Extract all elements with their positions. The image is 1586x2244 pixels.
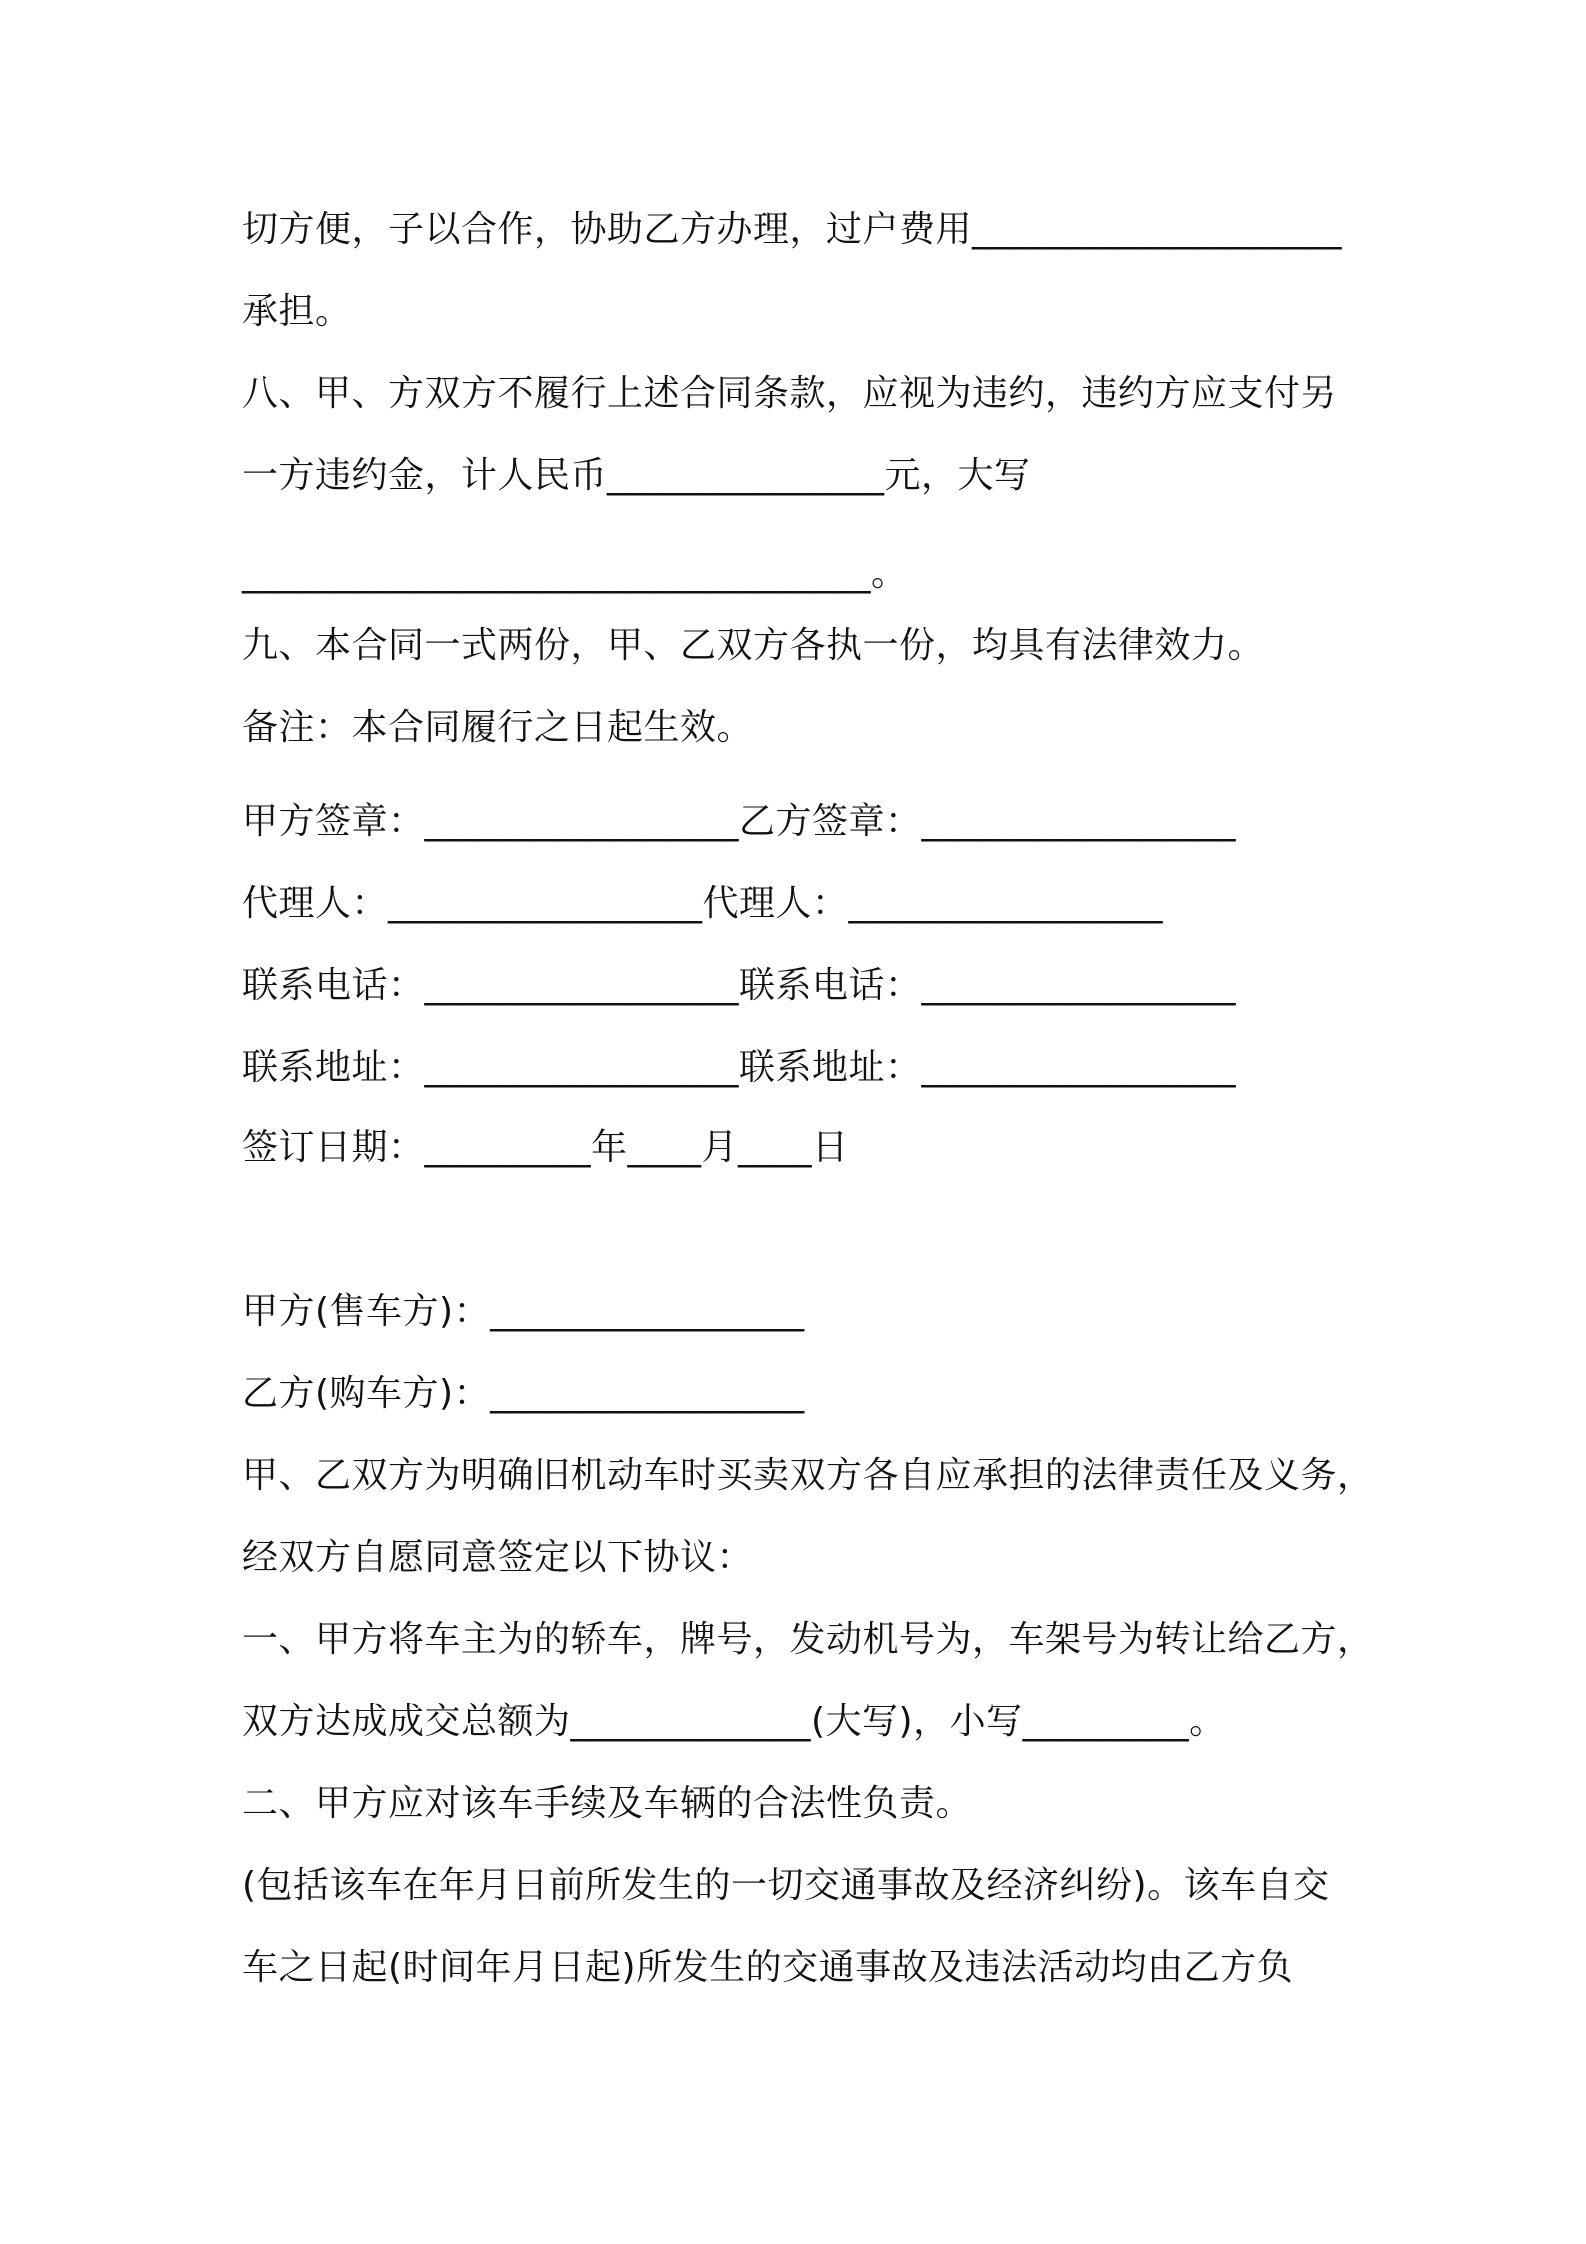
buyer-line: 乙方(购车方)：_________________ (242, 1373, 805, 1414)
text-line-2: 承担。 (242, 291, 352, 332)
text-line-6: 九、本合同一式两份，甲、乙双方各执一份，均具有法律效力。 (242, 625, 1265, 666)
seller-line: 甲方(售车方)：_________________ (242, 1291, 805, 1332)
text-line-5: __________________________________。 (242, 553, 908, 594)
signature-line-3: 联系电话：_________________联系电话：_________________ (242, 965, 1237, 1006)
date-line: 签订日期：_________年____月____日 (242, 1127, 849, 1168)
text-line-7: 备注：本合同履行之日起生效。 (242, 707, 754, 748)
text-line-18: 双方达成成交总额为_____________(大写)，小写_________。 (242, 1701, 1226, 1742)
text-line-3: 八、甲、方双方不履行上述合同条款，应视为违约，违约方应支付另 (242, 373, 1338, 414)
text-line-1: 切方便，子以合作，协助乙方办理，过户费用____________________ (242, 209, 1343, 250)
signature-line-1: 甲方签章：_________________乙方签章：_________________ (242, 801, 1237, 842)
text-line-20: (包括该车在年月日前所发生的一切交通事故及经济纠纷)。该车自交 (242, 1865, 1330, 1906)
text-line-21: 车之日起(时间年月日起)所发生的交通事故及违法活动均由乙方负 (242, 1947, 1294, 1988)
text-line-4: 一方违约金，计人民币_______________元，大写 (242, 455, 1031, 496)
text-line-16: 经双方自愿同意签定以下协议： (242, 1537, 754, 1578)
text-line-15: 甲、乙双方为明确旧机动车时买卖双方各自应承担的法律责任及义务， (242, 1455, 1374, 1496)
signature-line-2: 代理人：_________________代理人：_________________ (242, 883, 1164, 924)
text-line-19: 二、甲方应对该车手续及车辆的合法性负责。 (242, 1783, 973, 1824)
text-line-17: 一、甲方将车主为的轿车，牌号，发动机号为，车架号为转让给乙方， (242, 1619, 1374, 1660)
signature-line-4: 联系地址：_________________联系地址：_________________ (242, 1047, 1237, 1088)
